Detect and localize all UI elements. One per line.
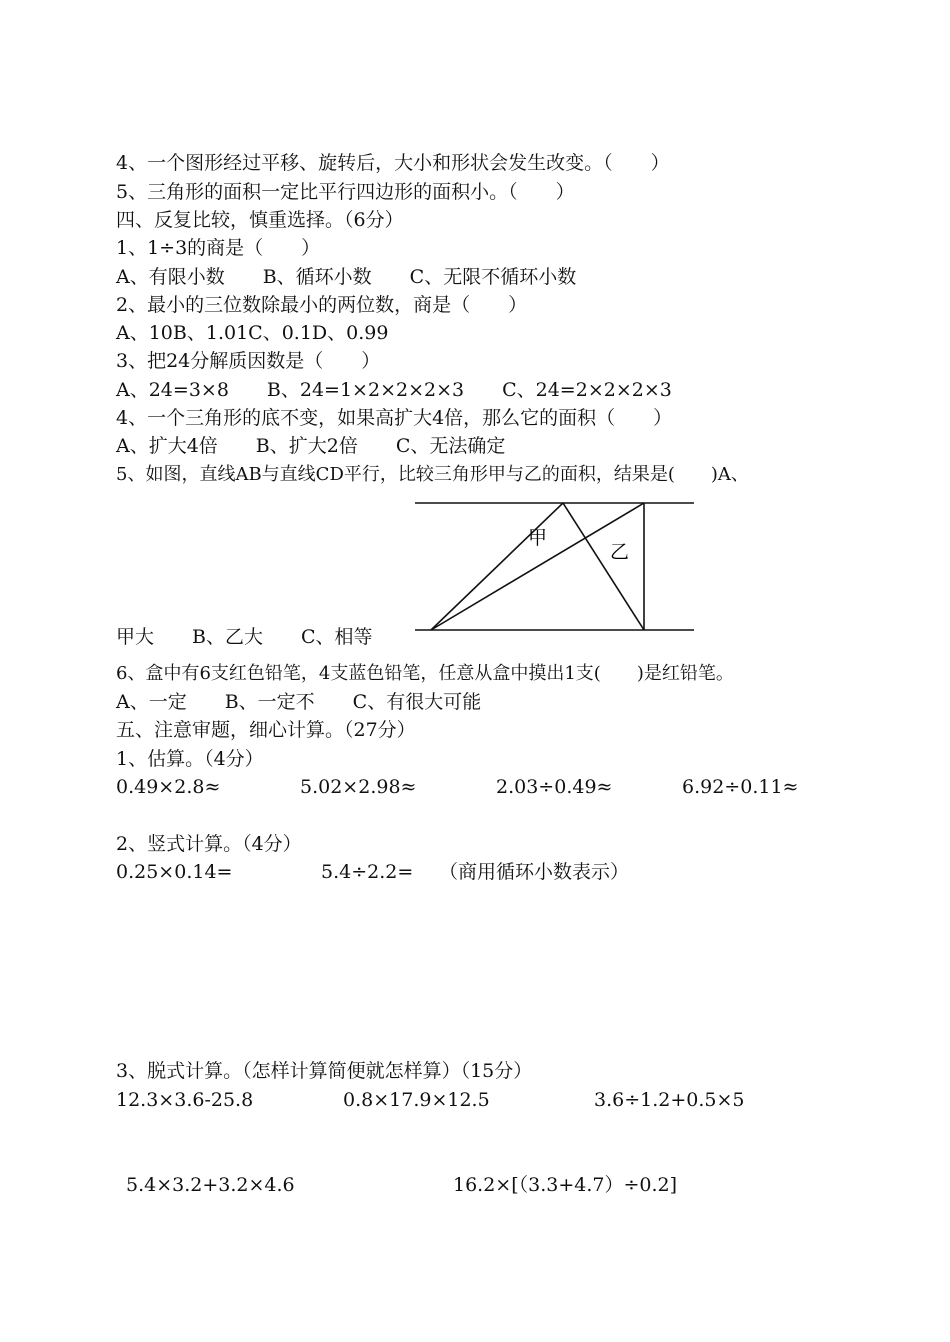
estimate-item: 6.92÷0.11≈ — [682, 776, 799, 798]
vertical-title: 2、竖式计算。（4分） — [116, 833, 302, 855]
s4-q3-options: A、24=3×8 B、24=1×2×2×2×3 C、24=2×2×2×3 — [116, 379, 672, 401]
s4-q6-stem: 6、盒中有6支红色铅笔，4支蓝色铅笔，任意从盒中摸出1支( )是红铅笔。 — [116, 663, 734, 684]
s4-q2-stem: 2、最小的三位数除最小的两位数，商是（ ） — [116, 294, 528, 316]
stepwise-item: 3.6÷1.2+0.5×5 — [594, 1089, 745, 1111]
estimate-title: 1、估算。（4分） — [116, 748, 264, 770]
vertical-note: （商用循环小数表示） — [439, 861, 630, 883]
triangle-shared-edge — [563, 503, 644, 630]
estimate-item: 2.03÷0.49≈ — [496, 776, 613, 798]
stepwise-item: 5.4×3.2+3.2×4.6 — [126, 1174, 295, 1196]
label-yi: 乙 — [610, 541, 630, 563]
s4-q4-options: A、扩大4倍 B、扩大2倍 C、无法确定 — [116, 435, 506, 457]
vertical-item-1: 0.25×0.14= — [116, 861, 233, 883]
s4-q6-options: A、一定 B、一定不 C、有很大可能 — [116, 691, 482, 713]
s4-q5-stem: 5、如图，直线AB与直线CD平行，比较三角形甲与乙的面积，结果是( )A、 — [116, 464, 749, 485]
s3-q4: 4、一个图形经过平移、旋转后，大小和形状会发生改变。（ ） — [116, 152, 670, 174]
s4-q1-stem: 1、1÷3的商是（ ） — [116, 237, 321, 259]
stepwise-item: 0.8×17.9×12.5 — [343, 1089, 490, 1111]
stepwise-item: 12.3×3.6-25.8 — [116, 1089, 254, 1111]
s4-q5-options: 甲大 B、乙大 C、相等 — [116, 626, 373, 648]
s4-q3-stem: 3、把24分解质因数是（ ） — [116, 350, 381, 372]
s4-q2-options: A、10B、1.01C、0.1D、0.99 — [116, 322, 389, 344]
stepwise-title: 3、脱式计算。（怎样计算简便就怎样算）（15分） — [116, 1060, 533, 1082]
s4-q4-stem: 4、一个三角形的底不变，如果高扩大4倍，那么它的面积（ ） — [116, 407, 673, 429]
estimate-item: 0.49×2.8≈ — [116, 776, 221, 798]
stepwise-item: 16.2×[（3.3+4.7）÷0.2] — [453, 1174, 678, 1196]
label-jia: 甲 — [528, 527, 548, 549]
triangle-yi-diagonal-edge — [431, 503, 644, 630]
estimate-item: 5.02×2.98≈ — [300, 776, 417, 798]
s4-q1-options: A、有限小数 B、循环小数 C、无限不循环小数 — [116, 266, 577, 288]
triangle-jia-left-edge — [431, 503, 563, 630]
s3-q5: 5、三角形的面积一定比平行四边形的面积小。（ ） — [116, 181, 575, 203]
vertical-item-2: 5.4÷2.2= — [321, 861, 414, 883]
section4-heading: 四、反复比较，慎重选择。（6分） — [116, 209, 404, 231]
section5-heading: 五、注意审题，细心计算。（27分） — [116, 719, 416, 741]
